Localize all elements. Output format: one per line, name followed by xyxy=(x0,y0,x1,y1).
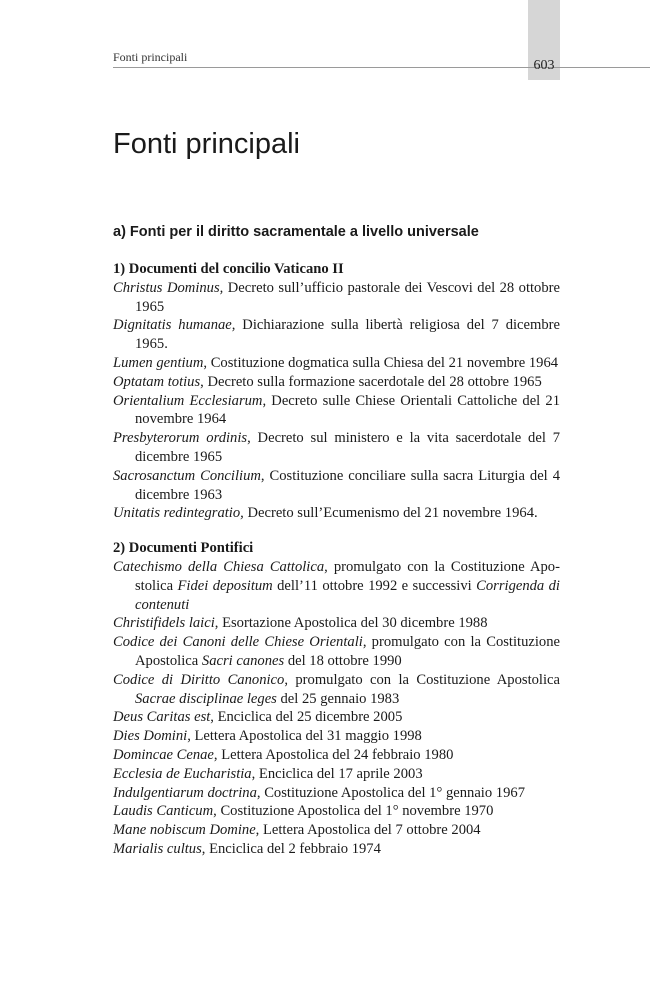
source-group xyxy=(113,260,560,523)
document-description: , Costituzione dogmatica sulla Chiesa del 21 novembre 1964 xyxy=(203,354,559,371)
sources-list xyxy=(113,260,560,859)
source-entry xyxy=(113,746,560,765)
document-description: del 18 ottobre 1990 xyxy=(284,652,402,669)
document-title: Sacrae disciplinae leges xyxy=(135,690,277,707)
document-description: , Enciclica del 25 dicembre 2005 xyxy=(210,709,403,726)
document-description: , Enciclica del 2 febbraio 1974 xyxy=(201,840,381,857)
source-entry xyxy=(113,821,560,840)
document-title: Indulgentiarum doctrina xyxy=(113,784,257,801)
document-title: Codice dei Canoni delle Chiese Orientali xyxy=(113,634,363,651)
document-description: , Costituzione Apostolica del 1° novembre 1970 xyxy=(213,803,494,820)
page-number: 603 xyxy=(533,58,555,73)
document-title: Ecclesia de Eucharistia xyxy=(113,765,252,782)
source-entry xyxy=(113,429,560,467)
source-entry xyxy=(113,765,560,784)
document-description: Dichiarazione sulla libertà religiosa del 7 dicembre 1965. xyxy=(135,317,560,353)
source-entry xyxy=(113,279,560,317)
source-entry xyxy=(113,316,560,354)
document-title: Mane nobiscum Domine xyxy=(113,822,256,839)
document-description: , promulgato con la Costituzione Apostolica xyxy=(284,671,560,688)
document-title: Sacrosanctum Concilium xyxy=(113,467,261,484)
document-title: Dignitatis humanae, xyxy=(113,317,236,334)
document-title: Christus Dominus, xyxy=(113,279,224,296)
document-title: Corrigenda di contenuti xyxy=(135,577,560,613)
document-description: , Decreto sul ministero e la vita sacerdotale del 7 dicembre 1965 xyxy=(135,430,560,465)
document-title: Catechismo della Chiesa Cattolica xyxy=(113,558,325,575)
source-group xyxy=(113,539,560,859)
document-title: Fidei depositum xyxy=(177,577,273,594)
running-header: Fonti principali xyxy=(113,50,188,64)
document-title: Deus Caritas est xyxy=(113,709,211,726)
source-entry xyxy=(113,784,560,803)
header-rule xyxy=(113,67,650,68)
document-title: Lumen gentium xyxy=(113,354,204,371)
document-description: dell’11 ottobre 1992 e successivi xyxy=(272,577,477,594)
source-entry xyxy=(113,840,560,859)
document-title: Unitatis redintegratio, xyxy=(113,505,244,522)
document-description: , Costituzione Apostolica del 1° gennaio 1967 xyxy=(256,784,525,801)
document-title: Presbyterorum ordinis xyxy=(113,430,248,447)
source-entry xyxy=(113,467,560,505)
document-description: , Lettera Apostolica del 7 ottobre 2004 xyxy=(255,822,481,839)
entry-list xyxy=(113,558,560,859)
document-title: Domincae Cenae xyxy=(113,746,214,763)
source-entry xyxy=(113,373,560,392)
document-title: Marialis cultus xyxy=(113,840,202,857)
document-title: Sacri canones xyxy=(201,652,285,669)
document-description: Decreto sull’ufficio pastorale dei Vescovi del 28 ottobre 1965 xyxy=(135,279,560,315)
document-description: , Decreto sulle Chiese Orientali Cattoliche del 21 novembre 1964 xyxy=(135,392,560,428)
document-title: Dies Domini xyxy=(113,728,188,745)
entry-list xyxy=(113,279,560,523)
source-entry xyxy=(113,708,560,727)
document-description: , promulgato con la Costituzione Apostolica xyxy=(135,558,560,594)
page-title: Fonti principali xyxy=(113,128,300,160)
group-heading: 2) Documenti Pontifici xyxy=(113,540,254,557)
document-title: Optatam totius xyxy=(113,373,201,390)
document-description: , Costituzione conciliare sulla sacra Liturgia del 4 dicembre 1963 xyxy=(135,467,560,503)
source-entry xyxy=(113,633,560,671)
section-heading: a) Fonti per il diritto sacramentale a livello universale xyxy=(113,224,479,240)
source-entry xyxy=(113,727,560,746)
document-description: , Lettera Apostolica del 24 febbraio 1980 xyxy=(213,746,454,763)
source-entry xyxy=(113,354,560,373)
source-entry xyxy=(113,802,560,821)
document-description: , Lettera Apostolica del 31 maggio 1998 xyxy=(187,728,422,745)
document-title: Orientalium Ecclesiarum xyxy=(113,392,263,409)
source-entry xyxy=(113,504,560,523)
document-description: Decreto sull’Ecumenismo del 21 novembre 1964. xyxy=(243,505,538,522)
group-heading: 1) Documenti del concilio Vaticano II xyxy=(113,261,344,277)
document-title: Laudis Canticum xyxy=(113,803,214,820)
document-description: , promulgato con la Costituzione Apostolica xyxy=(135,634,560,669)
document-title: Codice di Diritto Canonico xyxy=(113,671,285,688)
source-entry xyxy=(113,614,560,633)
source-entry xyxy=(113,392,560,430)
document-description: , Esortazione Apostolica del 30 dicembre 1988 xyxy=(214,615,488,632)
source-entry xyxy=(113,558,560,614)
document-description: del 25 gennaio 1983 xyxy=(276,690,400,707)
source-entry xyxy=(113,671,560,709)
document-description: , Enciclica del 17 aprile 2003 xyxy=(251,765,423,782)
document-title: Christifidels laici xyxy=(113,615,215,632)
document-description: , Decreto sulla formazione sacerdotale del 28 ottobre 1965 xyxy=(200,373,542,390)
